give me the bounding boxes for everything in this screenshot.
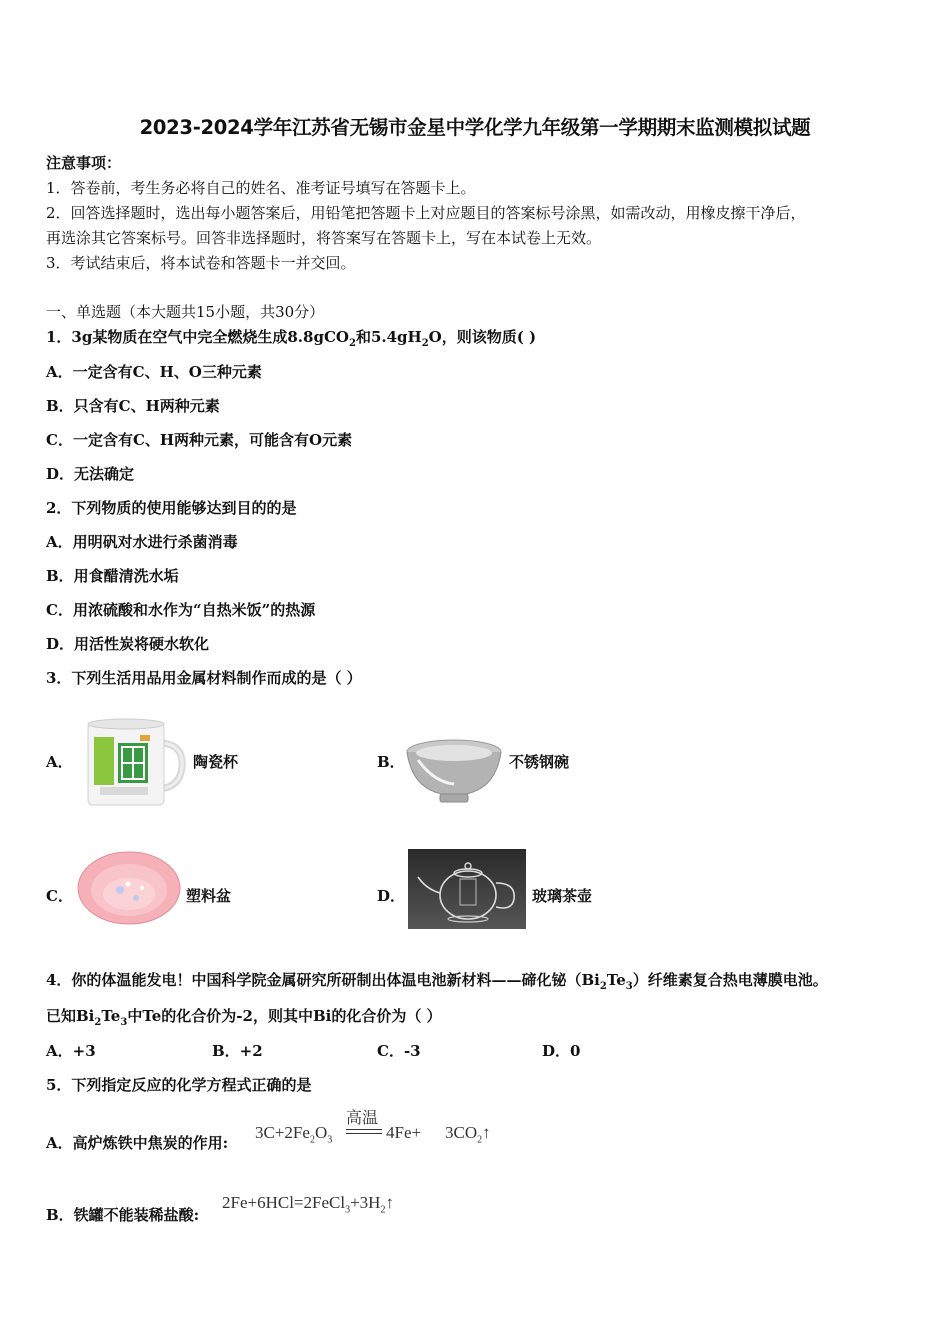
q2-option-b[interactable]: B．用食醋清洗水垢	[46, 567, 179, 585]
equal-bar-bottom	[346, 1133, 382, 1134]
question-3-stem: 3．下列生活用品用金属材料制作而成的是（ ）	[46, 669, 362, 687]
q3-option-a-label: 陶瓷杯	[193, 753, 239, 771]
q5-option-a-condition: 高温	[346, 1110, 379, 1127]
section-heading: 一、单选题（本大题共15小题，共30分）	[46, 303, 325, 321]
q5-option-a-equation-co2: $3CO_2↑$	[445, 1123, 491, 1146]
q5-option-b-label[interactable]: B．铁罐不能装稀盐酸:	[46, 1206, 200, 1224]
q5-option-a-equation-right: 4Fe+	[386, 1123, 422, 1142]
notice-item-3: 3．考试结束后，将本试卷和答题卡一并交回。	[46, 254, 356, 272]
q4-option-c[interactable]: C．-3	[377, 1042, 421, 1060]
q2-option-a[interactable]: A．用明矾对水进行杀菌消毒	[46, 533, 238, 551]
q5-option-b-equation: $2Fe+6HCl=2FeCl_3+3H_2↑$	[222, 1193, 394, 1216]
q5-option-a-label[interactable]: A．高炉炼铁中焦炭的作用:	[46, 1134, 229, 1152]
question-4-line-1: 4．你的体温能发电！中国科学院金属研究所研制出体温电池新材料——碲化铋$(Bi_2Te_3)$纤维素复合热电薄膜电池。	[46, 971, 828, 992]
q3-option-b-label: 不锈钢碗	[509, 753, 570, 771]
ceramic-mug-image	[80, 715, 186, 810]
q1-option-c[interactable]: C．一定含有C、H两种元素，可能含有O元素	[46, 431, 353, 449]
q1-option-b[interactable]: B．只含有C、H两种元素	[46, 397, 220, 415]
q1-option-d[interactable]: D．无法确定	[46, 465, 135, 483]
q4-option-a[interactable]: A．+3	[46, 1042, 96, 1060]
page-title: 2023-2024学年江苏省无锡市金星中学化学九年级第一学期期末监测模拟试题	[139, 116, 811, 139]
q3-option-c-letter[interactable]: C．	[46, 887, 73, 905]
q4-option-b[interactable]: B．+2	[212, 1042, 263, 1060]
plastic-basin-image	[76, 850, 182, 930]
notice-item-2: 2．回答选择题时，选出每小题答案后，用铅笔把答题卡上对应题目的答案标号涂黑，如需改动，用橡皮擦干净后，	[46, 204, 806, 222]
q5-option-a-equation-left-formula: $3C+2Fe_2O_3$	[255, 1123, 333, 1146]
q1-option-a[interactable]: A．一定含有C、H、O三种元素	[46, 363, 262, 381]
question-2-stem: 2．下列物质的使用能够达到目的的是	[46, 499, 297, 517]
q2-option-c[interactable]: C．用浓硫酸和水作为“自热米饭”的热源	[46, 601, 316, 619]
question-4-line-2: 已知$Bi_2Te_3$中Te的化合价为-2，则其中Bi的化合价为（ ）	[46, 1007, 442, 1028]
question-5-stem: 5．下列指定反应的化学方程式正确的是	[46, 1076, 312, 1094]
q2-option-d[interactable]: D．用活性炭将硬水软化	[46, 635, 210, 653]
notice-item-2-cont: 再选涂其它答案标号。回答非选择题时，将答案写在答题卡上，写在本试卷上无效。	[46, 229, 602, 247]
equal-bar-top	[346, 1129, 382, 1130]
q4-option-d[interactable]: D．0	[542, 1042, 581, 1060]
steel-bowl-image	[404, 738, 504, 806]
q3-option-d-label: 玻璃茶壶	[532, 887, 593, 905]
glass-teapot-image	[408, 849, 526, 929]
q3-option-d-letter[interactable]: D．	[377, 887, 406, 905]
q3-option-a-letter[interactable]: A．	[46, 753, 73, 771]
question-1-stem: 1．3g某物质在空气中完全燃烧生成8.8gCO$_2$和$5.4gH_2O$，则该物质( )	[46, 328, 537, 349]
notice-item-1: 1．答卷前，考生务必将自己的姓名、准考证号填写在答题卡上。	[46, 179, 476, 197]
q3-option-b-letter[interactable]: B．	[377, 753, 405, 771]
q3-option-c-label: 塑料盆	[186, 887, 232, 905]
notice-heading: 注意事项：	[46, 154, 122, 172]
